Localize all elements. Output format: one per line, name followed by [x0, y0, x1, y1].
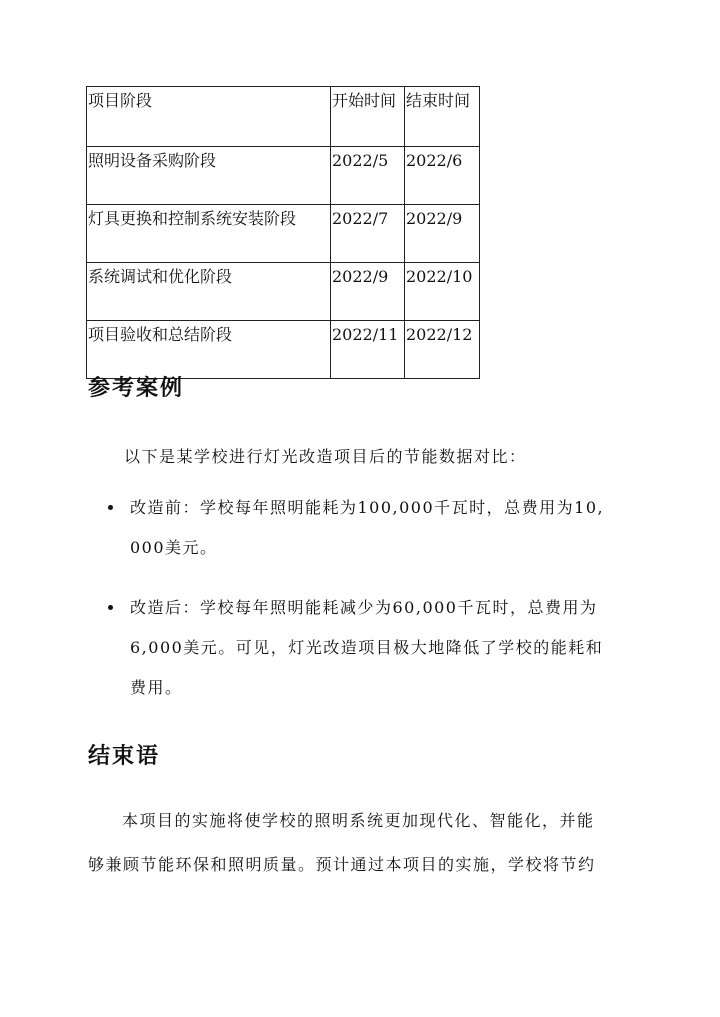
table-header-row — [87, 87, 480, 147]
cell-start: 2022/7 — [331, 205, 405, 263]
bullet-line: 费用。 — [130, 678, 183, 697]
bullet-dot-icon — [108, 605, 113, 610]
list-item — [96, 588, 656, 708]
header-start: 开始时间 — [331, 87, 405, 147]
cell-end: 2022/12 — [405, 321, 480, 379]
cell-phase: 项目验收和总结阶段 — [87, 321, 331, 379]
bullet-list — [96, 488, 656, 568]
closing-paragraph-line: 够兼顾节能环保和照明质量。预计通过本项目的实施，学校将节约 — [88, 855, 596, 874]
cell-phase: 系统调试和优化阶段 — [87, 263, 331, 321]
cell-end: 2022/6 — [405, 147, 480, 205]
section-heading-case: 参考案例 — [88, 375, 185, 401]
table-row — [87, 263, 480, 321]
cell-phase: 灯具更换和控制系统安装阶段 — [87, 205, 331, 263]
table-row — [87, 147, 480, 205]
list-item — [96, 488, 656, 568]
schedule-table — [86, 86, 480, 379]
cell-end: 2022/9 — [405, 205, 480, 263]
header-phase: 项目阶段 — [87, 87, 331, 147]
cell-start: 2022/9 — [331, 263, 405, 321]
bullet-line: 6,000美元。可见，灯光改造项目极大地降低了学校的能耗和 — [130, 638, 604, 657]
bullet-line: 改造前：学校每年照明能耗为100,000千瓦时，总费用为10, — [130, 498, 605, 517]
header-end: 结束时间 — [405, 87, 480, 147]
section-heading-closing: 结束语 — [88, 743, 161, 769]
table-row — [87, 205, 480, 263]
bullet-line: 000美元。 — [130, 538, 218, 557]
bullet-line: 改造后：学校每年照明能耗减少为60,000千瓦时，总费用为 — [130, 598, 598, 617]
table-row — [87, 321, 480, 379]
bullet-dot-icon — [108, 505, 113, 510]
case-intro: 以下是某学校进行灯光改造项目后的节能数据对比： — [124, 447, 527, 466]
bullet-list — [96, 588, 656, 708]
closing-paragraph-line: 本项目的实施将使学校的照明系统更加现代化、智能化，并能 — [122, 811, 595, 830]
cell-phase: 照明设备采购阶段 — [87, 147, 331, 205]
cell-start: 2022/11 — [331, 321, 405, 379]
cell-end: 2022/10 — [405, 263, 480, 321]
cell-start: 2022/5 — [331, 147, 405, 205]
